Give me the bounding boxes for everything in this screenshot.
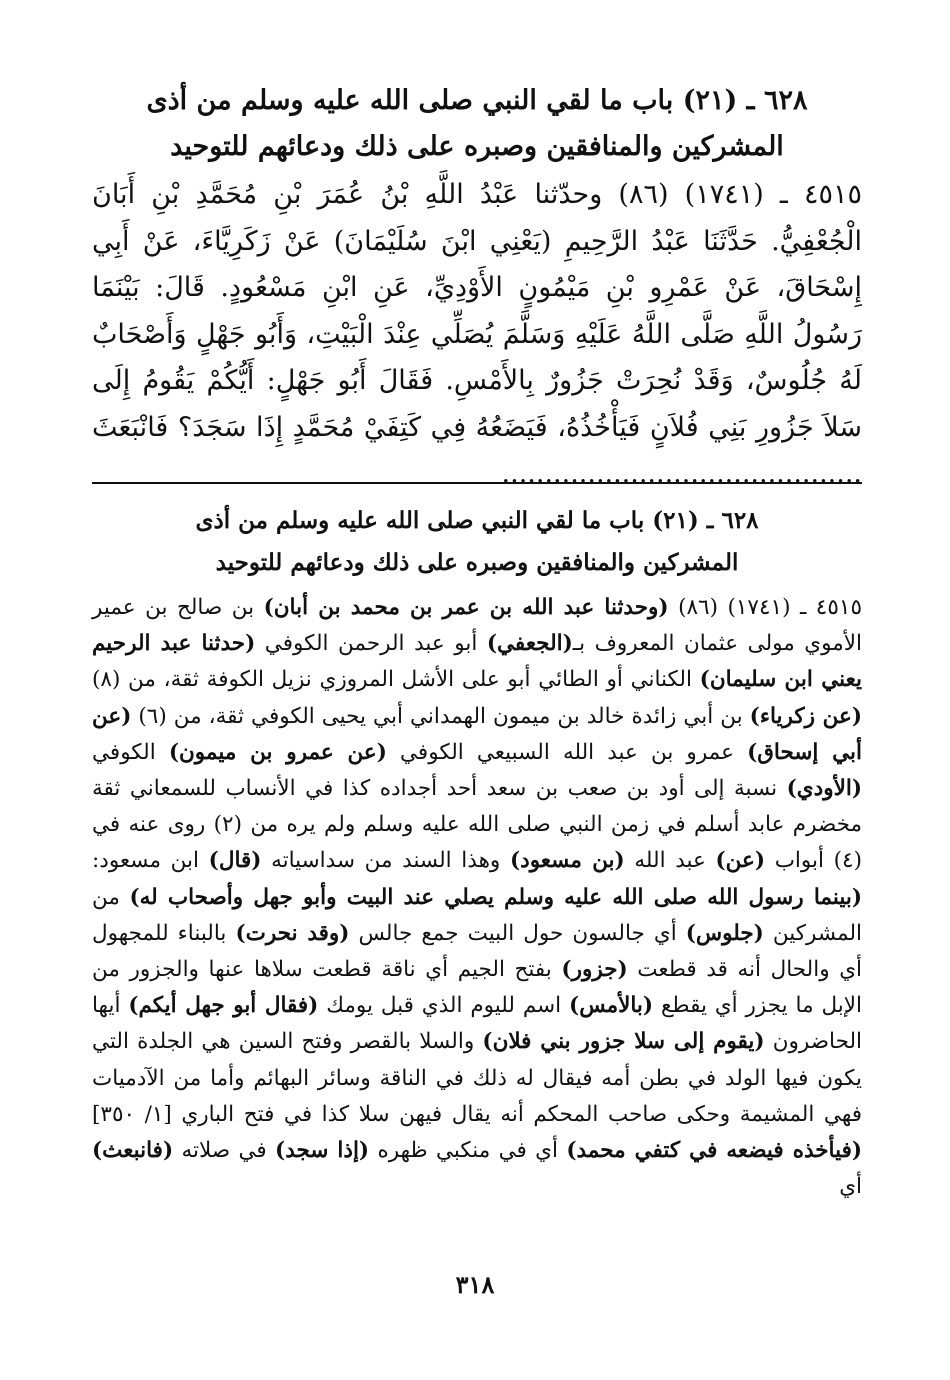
commentary-run: والسلا بالقصر وفتح السين هي الجلدة التي يكون فيها الولد في بطن أمه فيقال له ذلك في الناقة وسائر البهائم وأما من الآدميات فهي المشيمة وحكى صاحب المحكم أنه يقال فيهن سلا كذا في فتح الباري [١/ ٣٥٠] bbox=[92, 1029, 863, 1127]
commentary-run: من المشركين bbox=[92, 884, 862, 946]
chapter-heading-bottom-line2: المشركين والمنافقين وصبره على ذلك ودعائهم للتوحيد bbox=[215, 549, 739, 576]
commentary-quote: (بينما رسول الله صلى الله عليه وسلم يصلي عند البيت وأبو جهل وأصحاب له) bbox=[129, 884, 862, 910]
commentary-run: أيها الحاضرون bbox=[92, 993, 863, 1055]
commentary-run: اسم لليوم الذي قبل يومك bbox=[318, 993, 570, 1019]
commentary-quote: (فقال أبو جهل أيكم) bbox=[128, 993, 319, 1019]
commentary-quote: (وقد نحرت) bbox=[235, 920, 350, 946]
commentary-run: عمرو بن عبد الله السبيعي الكوفي bbox=[386, 739, 748, 765]
commentary-quote: (إذا سجد) bbox=[275, 1138, 370, 1164]
commentary-run: بن صالح بن عمير الأموي مولى عثمان المعروف بـ bbox=[92, 595, 862, 657]
chapter-heading-top bbox=[92, 78, 862, 170]
hadith-text: ٤٥١٥ ـ (١٧٤١) (٨٦) وحدّثنا عَبْدُ اللَّهِ بْنُ عُمَرَ بْنِ مُحَمَّدِ بْنِ أَبَانَ الْجُعْفِيُّ. حَدَّثَنَا عَبْدُ الرَّحِيمِ (يَعْنِي ابْنَ سُلَيْمَانَ) عَنْ زَكَرِيَّاءَ، عَنْ أَبِي إِسْحَاقَ، عَنْ عَمْرِو بْنِ مَيْمُونٍ الأَوْدِيِّ، عَنِ ابْنِ مَسْعُودٍ. قَالَ: بَيْنَمَا رَسُولُ اللَّهِ صَلَّى اللَّهُ عَلَيْهِ وَسَلَّمَ يُصَلِّي عِنْدَ الْبَيْتِ، وَأَبُو جَهْلٍ وَأَصْحَابٌ لَهُ جُلُوسٌ، وَقَدْ نُحِرَتْ جَزُورٌ بِالأَمْسِ. فَقَالَ أَبُو جَهْلٍ: أَيُّكُمْ يَقُومُ إِلَى سَلاَ جَزُورِ بَنِي فُلاَنٍ فَيَأْخُذُهُ، فَيَضَعُهُ فِي كَتِفَيْ مُحَمَّدٍ إِذَا سَجَدَ؟ فَانْبَعَثَ .......................................... bbox=[92, 179, 863, 489]
commentary-run: ٤٥١٥ ـ (١٧٤١) (٨٦) bbox=[668, 595, 862, 620]
commentary-quote: (وحدثنا عبد الله بن عمر بن محمد بن أبان) bbox=[263, 595, 669, 620]
commentary-text bbox=[92, 590, 862, 1205]
commentary-quote: (يقوم إلى سلا جزور بني فلان) bbox=[482, 1029, 765, 1055]
commentary-quote: (الأودي) bbox=[786, 776, 862, 802]
commentary-quote: (بن مسعود) bbox=[509, 848, 625, 874]
commentary-run: أي جالسون حول البيت جمع جالس bbox=[349, 920, 686, 946]
chapter-heading-bottom bbox=[92, 500, 862, 584]
commentary-quote: (فانبعث) bbox=[92, 1138, 174, 1164]
commentary-quote: (جلوس) bbox=[685, 920, 764, 946]
commentary-quote: (عن) bbox=[715, 848, 766, 874]
commentary-run: أي bbox=[839, 1174, 862, 1200]
section-divider bbox=[92, 482, 862, 484]
commentary-quote: (بالأمس) bbox=[569, 993, 654, 1019]
commentary-quote: (حدثنا عبد الرحيم يعني ابن سليمان) bbox=[92, 631, 863, 693]
chapter-heading-top-line2: المشركين والمنافقين وصبره على ذلك ودعائهم للتوحيد bbox=[170, 131, 784, 162]
commentary-quote: (فيأخذه فيضعه في كتفي محمد) bbox=[566, 1138, 863, 1164]
commentary-run: بفتح الجيم أي ناقة قطعت سلاها عنها والجزور من الإبل ما يجزر أي يقطع bbox=[92, 957, 862, 1019]
commentary-run: أبو عبد الرحمن الكوفي bbox=[255, 631, 487, 657]
chapter-heading-top-line1: ٦٢٨ ـ (٢١) باب ما لقي النبي صلى الله عليه وسلم من أذى bbox=[146, 85, 808, 116]
commentary-quote: (عن عمرو بن ميمون) bbox=[168, 739, 387, 765]
commentary-run: الكناني أو الطائي أبو على الأشل المروزي نزيل الكوفة ثقة، من (٨) bbox=[92, 667, 700, 693]
chapter-heading-bottom-line1: ٦٢٨ ـ (٢١) باب ما لقي النبي صلى الله عليه وسلم من أذى bbox=[195, 507, 759, 534]
commentary-run: نسبة إلى أود بن صعب بن سعد أحد أجداده كذا في الأنساب للسمعاني ثقة مخضرم عابد أسلم في زمن النبي صلى الله عليه وسلم ولم يره من (٢) روى عنه في (٤) أبواب bbox=[92, 776, 862, 874]
commentary-quote: (قال) bbox=[208, 848, 262, 874]
commentary-run: الكوفي bbox=[92, 739, 169, 765]
commentary-run: بن أبي زائدة خالد بن ميمون الهمداني أبي يحيى الكوفي ثقة، من (٦) bbox=[131, 703, 750, 729]
commentary-quote: (الجعفي) bbox=[486, 631, 573, 657]
commentary-quote: (عن زكرياء) bbox=[749, 703, 862, 729]
commentary-quote: (جزور) bbox=[561, 957, 628, 983]
page-number: ٣١٨ bbox=[455, 1270, 495, 1299]
commentary-quote: (عن أبي إسحاق) bbox=[92, 703, 862, 765]
commentary-run: عبد الله bbox=[624, 848, 716, 874]
commentary-run: أي في منكبي ظهره bbox=[369, 1138, 567, 1164]
commentary-run: ابن مسعود: bbox=[92, 848, 209, 874]
commentary-run: في صلاته bbox=[173, 1138, 276, 1164]
commentary-run: بالبناء للمجهول أي والحال أنه قد قطعت bbox=[92, 920, 863, 983]
commentary-run: وهذا السند من سداسياته bbox=[261, 848, 510, 874]
